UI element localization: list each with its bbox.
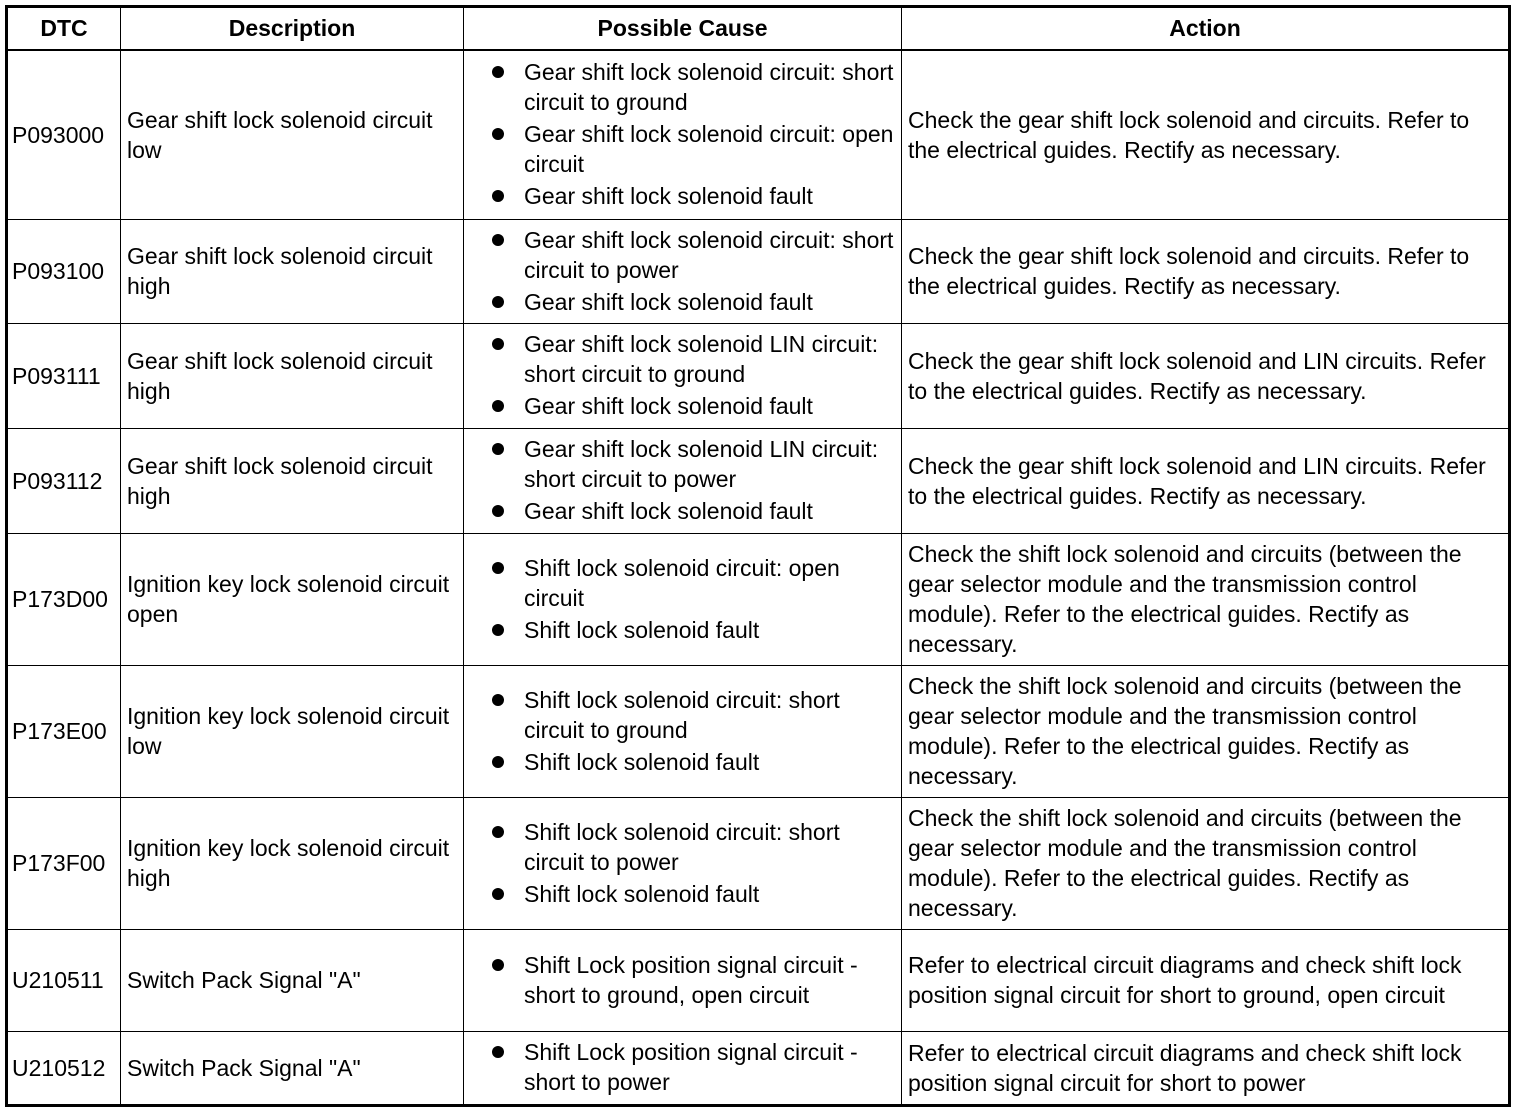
bullet-icon <box>492 234 504 246</box>
cause-text: Gear shift lock solenoid fault <box>524 183 813 210</box>
dtc-description: Ignition key lock solenoid circuit open <box>121 533 464 665</box>
dtc-code: P093000 <box>7 50 121 219</box>
header-dtc: DTC <box>7 7 121 51</box>
possible-causes <box>464 533 902 665</box>
bullet-icon <box>492 66 504 78</box>
bullet-icon <box>492 826 504 838</box>
table-row <box>7 323 1510 428</box>
table-row <box>7 797 1510 929</box>
cause-item <box>492 287 895 317</box>
table-row <box>7 929 1510 1031</box>
dtc-code: U210512 <box>7 1031 121 1105</box>
table-row <box>7 533 1510 665</box>
header-possible-cause: Possible Cause <box>464 7 902 51</box>
cause-item <box>492 685 895 745</box>
dtc-action: Check the shift lock solenoid and circuits (between the gear selector module and the transmission control module). Refer to the electrical guides. Rectify as necessary. <box>902 665 1510 797</box>
bullet-icon <box>492 624 504 636</box>
bullet-icon <box>492 296 504 308</box>
dtc-table-frame <box>5 5 1508 1107</box>
cause-text: Gear shift lock solenoid fault <box>524 393 813 419</box>
possible-causes <box>464 797 902 929</box>
bullet-icon <box>492 959 504 971</box>
dtc-action: Check the gear shift lock solenoid and LIN circuits. Refer to the electrical guides. Rectify as necessary. <box>902 323 1510 428</box>
cause-text: Shift lock solenoid circuit: short circuit to ground <box>524 686 840 743</box>
dtc-description: Ignition key lock solenoid circuit high <box>121 797 464 929</box>
bullet-icon <box>492 400 504 412</box>
possible-causes <box>464 50 902 219</box>
cause-text: Shift Lock position signal circuit - short to ground, open circuit <box>524 951 858 1008</box>
bullet-icon <box>492 888 504 900</box>
cause-text: Shift lock solenoid circuit: short circuit to power <box>524 818 840 875</box>
dtc-action: Check the shift lock solenoid and circuits (between the gear selector module and the transmission control module). Refer to the electrical guides. Rectify as necessary. <box>902 533 1510 665</box>
bullet-icon <box>492 128 504 140</box>
cause-item <box>492 553 895 613</box>
cause-item <box>492 181 895 211</box>
dtc-code: P093112 <box>7 428 121 533</box>
dtc-action: Check the shift lock solenoid and circuits (between the gear selector module and the transmission control module). Refer to the electrical guides. Rectify as necessary. <box>902 797 1510 929</box>
header-row <box>7 7 1510 51</box>
bullet-icon <box>492 562 504 574</box>
dtc-description: Gear shift lock solenoid circuit high <box>121 219 464 323</box>
table-row <box>7 50 1510 219</box>
dtc-code: P093111 <box>7 323 121 428</box>
table-row <box>7 428 1510 533</box>
dtc-description: Gear shift lock solenoid circuit low <box>121 50 464 219</box>
cause-item <box>492 950 895 1010</box>
cause-text: Shift Lock position signal circuit - short to power <box>524 1039 858 1095</box>
dtc-code: P173E00 <box>7 665 121 797</box>
dtc-description: Gear shift lock solenoid circuit high <box>121 428 464 533</box>
table-row <box>7 665 1510 797</box>
cause-text: Shift lock solenoid fault <box>524 748 760 775</box>
possible-causes <box>464 428 902 533</box>
cause-item <box>492 119 895 179</box>
possible-causes <box>464 929 902 1031</box>
header-action: Action <box>902 7 1510 51</box>
dtc-action: Check the gear shift lock solenoid and circuits. Refer to the electrical guides. Rectify as necessary. <box>902 219 1510 323</box>
table-row <box>7 1031 1510 1105</box>
dtc-code: P093100 <box>7 219 121 323</box>
cause-item <box>492 615 895 645</box>
cause-text: Gear shift lock solenoid circuit: open circuit <box>524 121 894 178</box>
cause-text: Shift lock solenoid circuit: open circuit <box>524 554 840 611</box>
dtc-description: Ignition key lock solenoid circuit low <box>121 665 464 797</box>
cause-item <box>492 817 895 877</box>
dtc-table <box>5 5 1511 1107</box>
bullet-icon <box>492 338 504 350</box>
possible-causes <box>464 219 902 323</box>
cause-item <box>492 391 895 421</box>
bullet-icon <box>492 190 504 202</box>
bullet-icon <box>492 1046 504 1058</box>
cause-item <box>492 329 895 389</box>
bullet-icon <box>492 694 504 706</box>
cause-text: Shift lock solenoid fault <box>524 880 760 907</box>
cause-text: Gear shift lock solenoid LIN circuit: short circuit to ground <box>524 331 879 387</box>
header-description: Description <box>121 7 464 51</box>
cause-item <box>492 225 895 285</box>
cause-item <box>492 747 895 777</box>
cause-text: Gear shift lock solenoid circuit: short circuit to ground <box>524 59 894 116</box>
bullet-icon <box>492 505 504 517</box>
dtc-action: Refer to electrical circuit diagrams and check shift lock position signal circuit for short to ground, open circuit <box>902 929 1510 1031</box>
dtc-code: P173D00 <box>7 533 121 665</box>
dtc-description: Gear shift lock solenoid circuit high <box>121 323 464 428</box>
cause-text: Shift lock solenoid fault <box>524 616 760 643</box>
dtc-code: U210511 <box>7 929 121 1031</box>
dtc-action: Check the gear shift lock solenoid and circuits. Refer to the electrical guides. Rectify as necessary. <box>902 50 1510 219</box>
cause-text: Gear shift lock solenoid circuit: short circuit to power <box>524 226 894 283</box>
possible-causes <box>464 665 902 797</box>
possible-causes <box>464 1031 902 1105</box>
cause-item <box>492 1037 895 1097</box>
cause-text: Gear shift lock solenoid LIN circuit: short circuit to power <box>524 436 879 492</box>
cause-text: Gear shift lock solenoid fault <box>524 288 813 315</box>
dtc-description: Switch Pack Signal "A" <box>121 929 464 1031</box>
dtc-action: Refer to electrical circuit diagrams and check shift lock position signal circuit for short to power <box>902 1031 1510 1105</box>
bullet-icon <box>492 756 504 768</box>
dtc-action: Check the gear shift lock solenoid and LIN circuits. Refer to the electrical guides. Rectify as necessary. <box>902 428 1510 533</box>
possible-causes <box>464 323 902 428</box>
cause-item <box>492 57 895 117</box>
cause-item <box>492 879 895 909</box>
cause-item <box>492 496 895 526</box>
table-row <box>7 219 1510 323</box>
bullet-icon <box>492 443 504 455</box>
cause-text: Gear shift lock solenoid fault <box>524 498 813 524</box>
cause-item <box>492 434 895 494</box>
dtc-description: Switch Pack Signal "A" <box>121 1031 464 1105</box>
dtc-code: P173F00 <box>7 797 121 929</box>
